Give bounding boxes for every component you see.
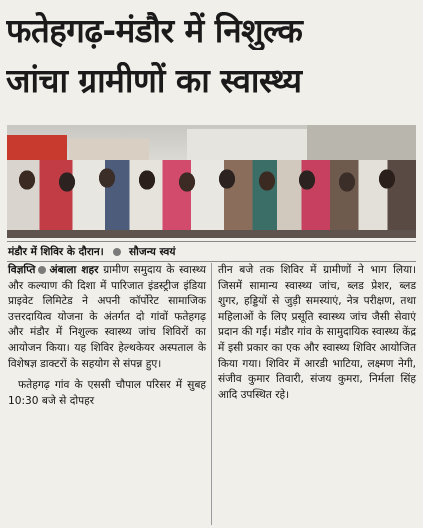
- article-body-right: तीन बजे तक शिविर में ग्रामीणों ने भाग लिया। जिसमें सामान्य स्वास्थ्य जांच, ब्लड प्रेशर, ब्लड शुगर, हड्डियों से जुड़ी समस्याएं, नेत्र परीक्षण, तथा महिलाओं के लिए प्रसूति स्वास्थ्य जांच जैसी सेवाएं प्रदान की गईं। मंडौर गांव के सामुदायिक स्वास्थ्य केंद्र में इसी प्रकार का एक और स्वास्थ्य शिविर आयोजित किया गया। शिविर में आरडी भाटिया, लक्ष्मण नेगी, संजीव कुमार तिवारी, संजय कुमरा, निर्मला सिंह आदि उपस्थित रहे।: [218, 264, 416, 401]
- photo-banner-sign: [69, 139, 149, 161]
- photo-group-of-people: [7, 160, 416, 238]
- article-column-right: [218, 263, 416, 403]
- bullet-icon: [38, 266, 46, 274]
- article-column-left: [8, 263, 206, 409]
- headline-line-1: फतेहगढ़-मंडौर में निशुल्क: [6, 12, 303, 50]
- photo-caption: [8, 244, 175, 260]
- article-location: अंबाला शहर: [49, 264, 99, 276]
- caption-rule-top: [7, 241, 416, 242]
- article-source: विज्ञप्ति: [8, 264, 36, 276]
- photo-credit: सौजन्य स्वयं: [129, 246, 176, 258]
- photo-caption-text: मंडौर में शिविर के दौरान।: [8, 246, 104, 258]
- caption-rule-bottom: [7, 261, 416, 262]
- dateline: [8, 264, 99, 276]
- article-paragraph-2: फतेहगढ़ गांव के एससी चौपाल परिसर में सुबह 10:30 बजे से दोपहर: [8, 379, 206, 407]
- article-body-left: ग्रामीण समुदाय के स्वास्थ्य और कल्याण की दिशा में पारिजात इंडस्ट्रीज इंडिया प्राइवेट लिमिटेड ने अपनी कॉर्पोरेट सामाजिक उत्तरदायित्व योजना के अंतर्गत दो गांवों फतेहगढ़ और मंडौर में निशुल्क स्वास्थ्य जांच शिविरों का आयोजन किया। यह शिविर हेल्थकेयर अस्पताल के विशेषज्ञ डाक्टरों के सहयोग से संपन्न हुए।: [8, 264, 206, 370]
- bullet-icon: [113, 248, 121, 256]
- article-paragraph-1: [8, 263, 206, 372]
- photo-ground: [7, 230, 416, 238]
- headline-line-2: जांचा ग्रामीणों का स्वास्थ्य: [6, 62, 302, 100]
- news-photo: [7, 125, 416, 238]
- column-divider: [211, 263, 212, 525]
